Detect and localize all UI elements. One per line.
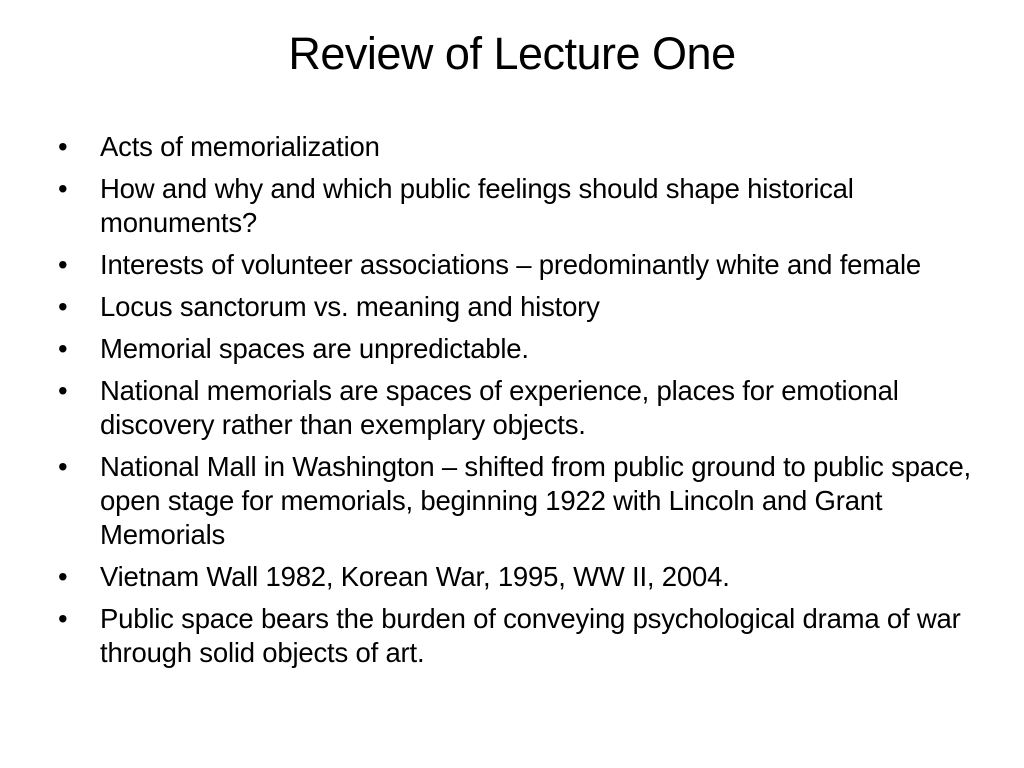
bullet-item <box>58 602 988 670</box>
slide-title: Review of Lecture One <box>288 28 736 79</box>
bullet-text: National memorials are spaces of experience, places for emotional discovery rather than exemplary objects. <box>100 375 899 440</box>
bullet-item <box>58 130 988 164</box>
bullet-list <box>58 130 988 678</box>
bullet-dot-icon: • <box>58 173 68 204</box>
bullet-text: Memorial spaces are unpredictable. <box>100 333 529 364</box>
bullet-dot-icon: • <box>58 131 68 162</box>
bullet-item <box>58 450 988 552</box>
bullet-item <box>58 560 988 594</box>
bullet-text: Acts of memorialization <box>100 131 380 162</box>
bullet-dot-icon: • <box>58 249 68 280</box>
bullet-item <box>58 248 988 282</box>
bullet-item <box>58 374 988 442</box>
bullet-text: Public space bears the burden of conveying psychological drama of war through solid objects of art. <box>100 603 961 668</box>
bullet-dot-icon: • <box>58 561 68 592</box>
bullet-dot-icon: • <box>58 333 68 364</box>
bullet-text: National Mall in Washington – shifted from public ground to public space, open stage for memorials, beginning 1922 with Lincoln and Grant Memorials <box>100 451 971 550</box>
bullet-text: Vietnam Wall 1982, Korean War, 1995, WW II, 2004. <box>100 561 730 592</box>
bullet-dot-icon: • <box>58 375 68 406</box>
bullet-text: How and why and which public feelings should shape historical monuments? <box>100 173 854 238</box>
bullet-text: Interests of volunteer associations – predominantly white and female <box>100 249 922 280</box>
bullet-dot-icon: • <box>58 451 68 482</box>
bullet-item <box>58 332 988 366</box>
bullet-text: Locus sanctorum vs. meaning and history <box>100 291 600 322</box>
bullet-item <box>58 172 988 240</box>
bullet-item <box>58 290 988 324</box>
bullet-dot-icon: • <box>58 291 68 322</box>
bullet-dot-icon: • <box>58 603 68 634</box>
